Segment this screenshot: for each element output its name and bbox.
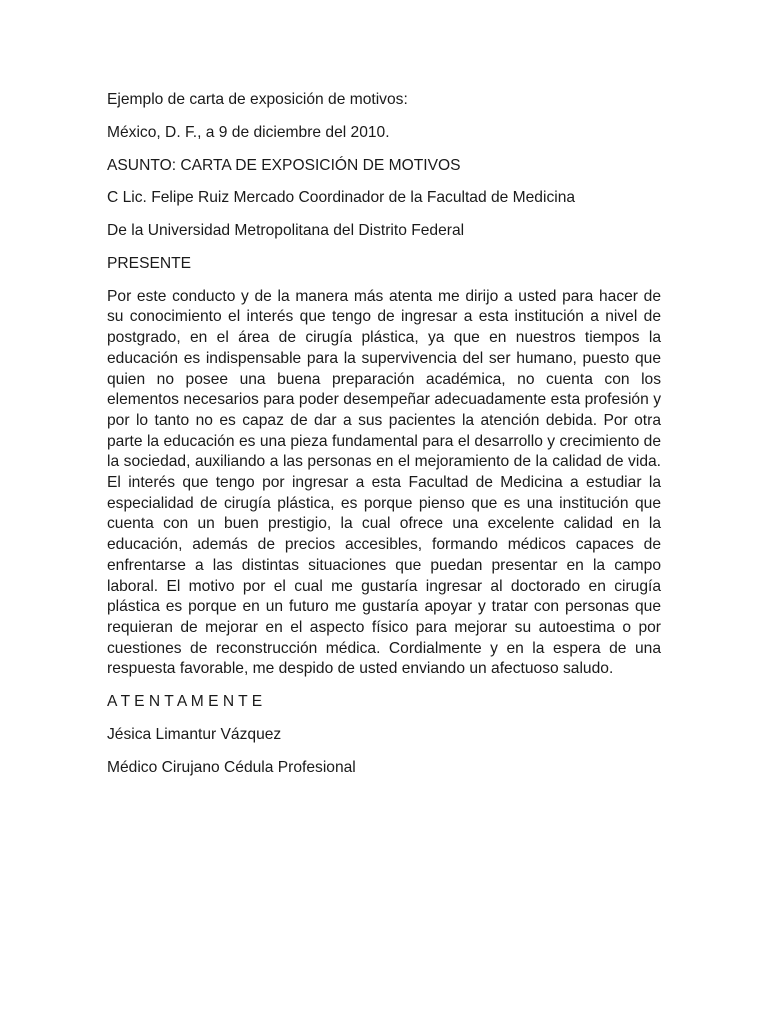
letter-body: Por este conducto y de la manera más atenta me dirijo a usted para hacer de su conocimiento el interés que tengo de ingresar a esta institución a nivel de postgrado, en el área de cirugía plástica, ya que en nuestros tiempos la educación es indispensable para la supervivencia del ser humano, puesto que quien no posee una buena preparación académica, no cuenta con los elementos necesarios para poder desempeñar adecuadamente esta profesión y por lo tanto no es capaz de dar a sus pacientes la atención debida. Por otra parte la educación es una pieza fundamental para el desarrollo y crecimiento de la sociedad, auxiliando a las personas en el mejoramiento de la calidad de vida. El interés que tengo por ingresar a esta Facultad de Medicina a estudiar la especialidad de cirugía plástica, es porque pienso que es una institución que cuenta con un buen prestigio, la cual ofrece una excelente calidad en la educación, además de precios accesibles, formando médicos capaces de enfrentarse a las distintas situaciones que puedan presentar en la campo laboral. El motivo por el cual me gustaría ingresar al doctorado en cirugía plástica es porque en un futuro me gustaría apoyar y tratar con personas que requieran de mejorar en el aspecto físico para mejorar su autoestima o por cuestiones de reconstrucción médica. Cordialmente y en la espera de una respuesta favorable, me despido de usted enviando un afectuoso saludo. <box>107 287 661 678</box>
letter-heading: Ejemplo de carta de exposición de motivos: <box>107 91 408 108</box>
letter-content <box>107 90 661 791</box>
recipient-line-1: C Lic. Felipe Ruiz Mercado Coordinador de la Facultad de Medicina <box>107 189 576 207</box>
recipient-line-2: De la Universidad Metropolitana del Distrito Federal <box>107 222 465 240</box>
closing: A T E N T A M E N T E <box>107 693 263 711</box>
signer-title: Médico Cirujano Cédula Profesional <box>107 758 356 776</box>
place-date: México, D. F., a 9 de diciembre del 2010. <box>107 123 390 141</box>
signer-name: Jésica Limantur Vázquez <box>107 726 282 744</box>
subject-line: ASUNTO: CARTA DE EXPOSICIÓN DE MOTIVOS <box>107 156 461 174</box>
salutation: PRESENTE <box>107 254 192 272</box>
